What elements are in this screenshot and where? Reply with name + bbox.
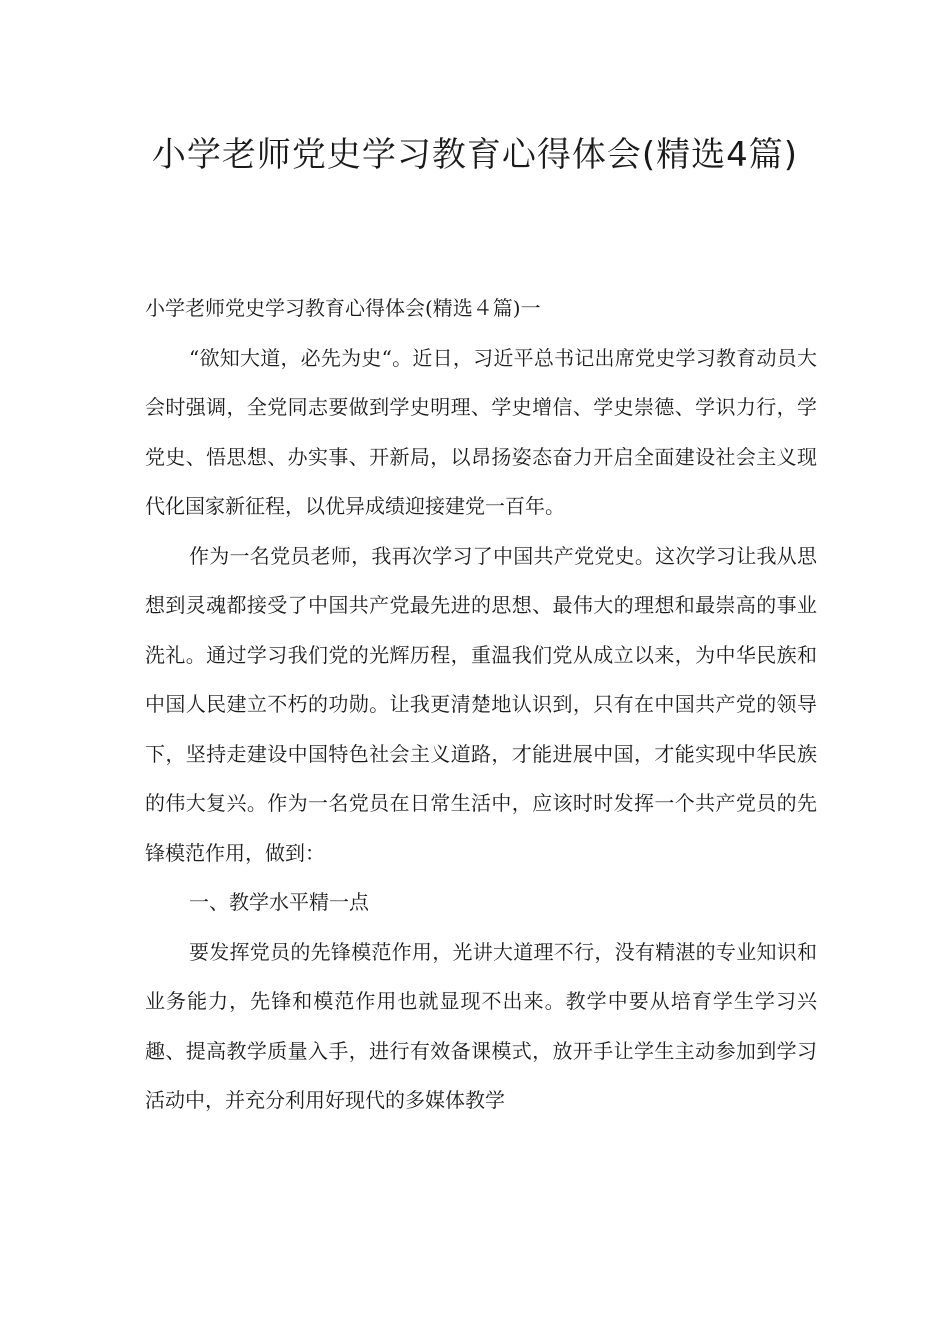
paragraph: “欲知大道，必先为史“。近日，习近平总书记出席党史学习教育动员大会时强调，全党同志要做到学史明理、学史增信、学史崇德、学识力行，学党史、悟思想、办实事、开新局，以昂扬姿态奋力开启全面建设社会主义现代化国家新征程，以优异成绩迎接建党一百年。 [145, 345, 817, 518]
paragraph: 要发挥党员的先锋模范作用，光讲大道理不行，没有精湛的专业知识和业务能力，先锋和模范作用也就显现不出来。教学中要从培育学生学习兴趣、提高教学质量入手，进行有效备课模式，放开手让学生主动参加到学习活动中，并充分利用好现代的多媒体教学 [145, 939, 817, 1112]
document-title: 小学老师党史学习教育心得体会(精选4篇) [151, 135, 799, 175]
subsection-heading: 一、教学水平精一点 [189, 890, 369, 914]
paragraph: 作为一名党员老师，我再次学习了中国共产党党史。这次学习让我从思想到灵魂都接受了中国共产党最先进的思想、最伟大的理想和最崇高的事业洗礼。通过学习我们党的光辉历程，重温我们党从成立以来，为中华民族和中国人民建立不朽的功勋。让我更清楚地认识到，只有在中国共产党的领导下，坚持走建设中国特色社会主义道路，才能进展中国，才能实现中华民族的伟大复兴。作为一名党员在日常生活中，应该时时发挥一个共产党员的先锋模范作用，做到： [145, 543, 817, 865]
section-heading: 小学老师党史学习教育心得体会(精选４篇)一 [145, 296, 541, 320]
document-body [145, 284, 817, 1126]
